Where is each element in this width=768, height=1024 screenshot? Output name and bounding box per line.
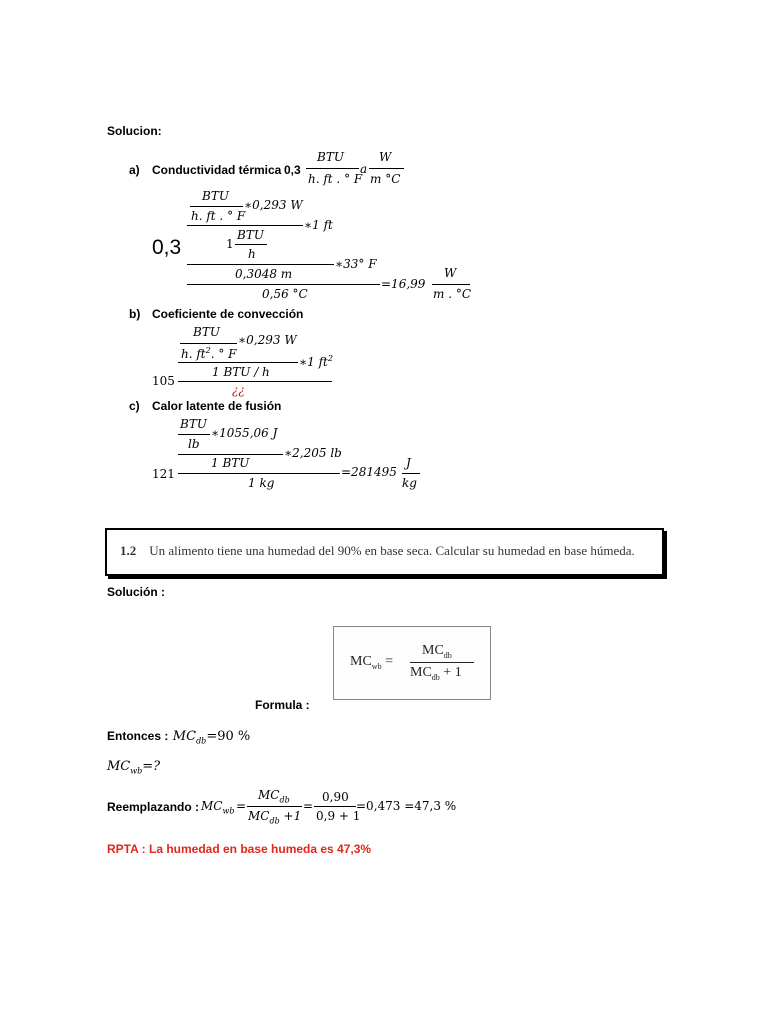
entonces-var: $MC_{db}$	[172, 729, 207, 746]
formula-den: $MC_{db} + 1$	[410, 665, 462, 682]
c-c-lb: lb	[188, 437, 200, 451]
formula-label: Formula :	[255, 698, 310, 712]
a-big-value: 0,3	[152, 236, 182, 259]
c-c-1kg: 1 kg	[248, 476, 275, 490]
a-c-ft: ∗1 ft	[304, 218, 333, 232]
solucion2-heading: Solución :	[107, 585, 165, 599]
c-c-mult: ∗1055,06 J	[211, 426, 278, 440]
c-c-1btu: 1 BTU	[211, 456, 250, 470]
a-c-mult: ∗0,293 W	[244, 198, 303, 212]
item-a-letter: a)	[129, 163, 140, 177]
c-c-result: =281495	[341, 465, 397, 479]
a-unit1-den: h. ft . ° F	[308, 172, 363, 186]
c-c-J: J	[406, 456, 411, 470]
b-c-llc: ¿¿	[232, 383, 245, 397]
item-a-label: Conductividad térmica	[152, 163, 282, 177]
a-c-mC: m . °C	[433, 287, 472, 301]
b-c-btu: BTU	[193, 325, 220, 339]
formula-num: $MC_{db}$	[422, 643, 452, 660]
problem-box	[105, 528, 664, 576]
mcwb-val: =?	[142, 759, 161, 774]
b-value: 105	[152, 374, 175, 388]
item-c-label: Calor latente de fusión	[152, 399, 282, 413]
item-a-value: 0,3	[284, 163, 301, 177]
reemp-den2: 0,9 + 1	[316, 809, 361, 823]
reemplazando-label: Reemplazando :	[107, 800, 200, 814]
formula-image	[333, 626, 491, 700]
b-c-1btuh: 1 BTU / h	[212, 365, 270, 379]
c-c-kg: kg	[402, 476, 417, 490]
a-c-one: 1	[226, 237, 234, 251]
reemp-result: =0,473 =47,3 %	[356, 799, 457, 813]
c-c-2205: ∗2,205 lb	[284, 446, 342, 460]
entonces-val: =90 %	[206, 729, 251, 744]
reemp-den: $MC_{db} +1$	[248, 809, 302, 826]
entonces-line	[107, 727, 250, 746]
reemp-num2: 0,90	[322, 790, 349, 804]
a-c-m: 0,3048 m	[235, 267, 293, 281]
mcwb-var: $MC_{wb}$	[107, 759, 143, 776]
a-c-hftf: h. ft . ° F	[191, 209, 246, 223]
reemp-var: $MC_{wb}$	[201, 799, 235, 816]
rpta-answer: RPTA : La humedad en base humeda es 47,3%	[107, 842, 372, 856]
c-c-btu: BTU	[180, 417, 207, 431]
item-b-letter: b)	[129, 307, 141, 321]
a-unit2-num: W	[379, 150, 392, 164]
reemp-num: $MC_{db}$	[258, 788, 290, 805]
b-c-ft: ∗1 $ft^2$	[299, 354, 333, 369]
solucion-heading: Solucion:	[107, 124, 162, 138]
b-c-hft: h. $ft^2$. ° F	[181, 346, 237, 361]
reemp-eq: =	[236, 799, 247, 813]
a-mid-a: a	[360, 162, 368, 176]
b-c-mult: ∗0,293 W	[238, 333, 297, 347]
entonces-label: Entonces :	[107, 729, 169, 743]
a-unit2-den: m °C	[370, 172, 401, 186]
a-c-W: W	[444, 266, 457, 280]
a-c-btu2: BTU	[237, 228, 264, 242]
mcwb-line	[107, 757, 160, 776]
item-b-label: Coeficiente de convección	[152, 307, 304, 321]
problem-number: 1.2	[120, 543, 137, 558]
a-c-h: h	[248, 247, 256, 261]
item-c-letter: c)	[129, 399, 140, 413]
problem-text: Un alimento tiene una humedad del 90% en base seca. Calcular su humedad en base húmeda.	[149, 543, 635, 558]
c-value: 121	[152, 467, 175, 481]
a-c-056: 0,56 °C	[262, 287, 308, 301]
formula-lhs: $MC_{wb}$ =	[350, 654, 393, 671]
a-unit1-num: BTU	[317, 150, 344, 164]
reemp-eq2: =	[303, 799, 314, 813]
a-c-result: =16,99	[381, 277, 426, 291]
a-c-btu: BTU	[202, 189, 229, 203]
a-c-33: ∗33° F	[335, 257, 377, 271]
problem-statement	[120, 543, 635, 559]
